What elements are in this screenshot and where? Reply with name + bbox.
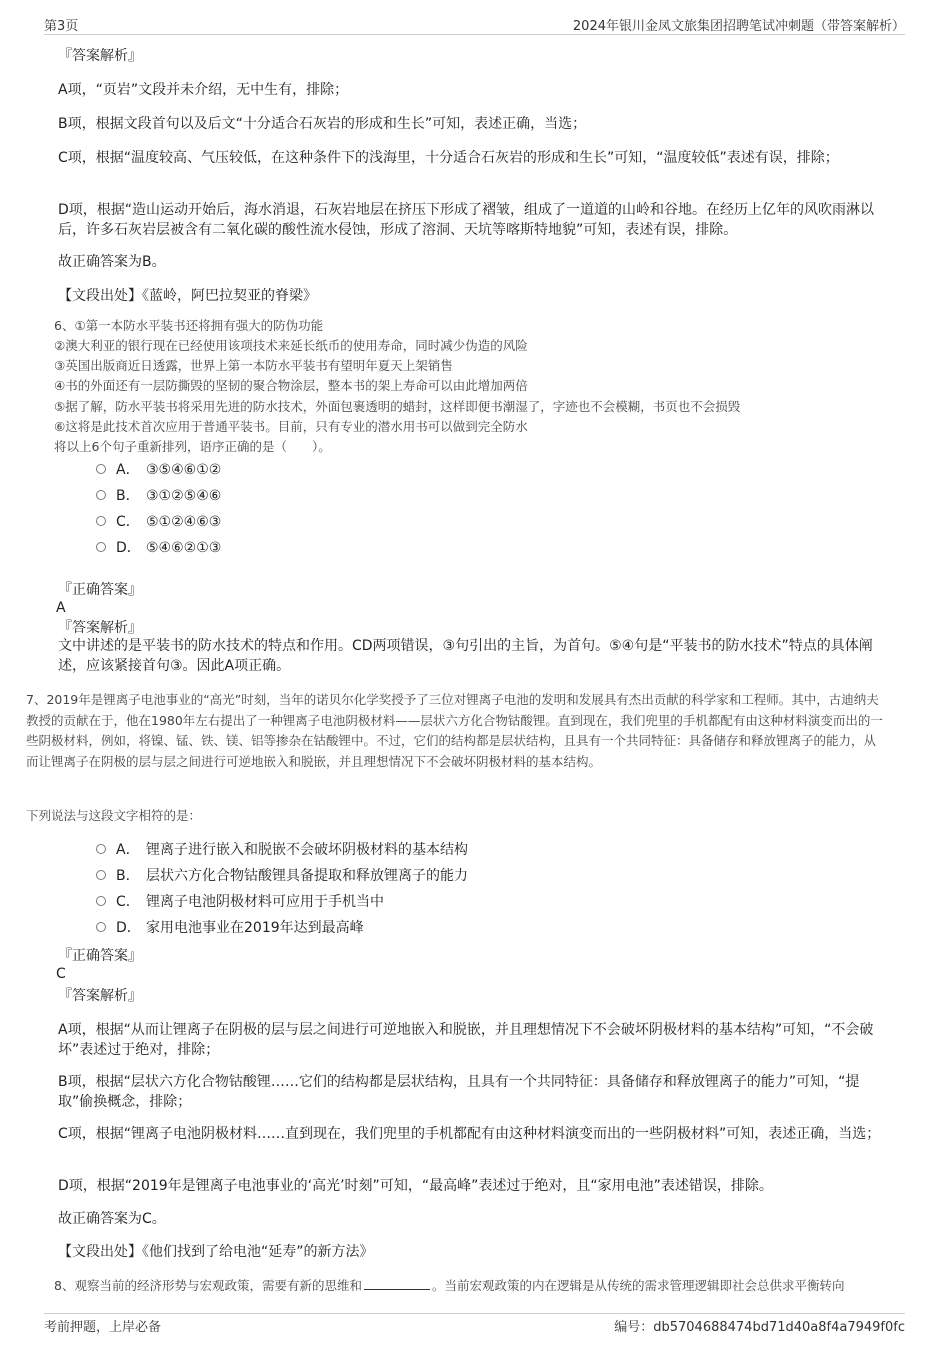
q6-line-4: ④书的外面还有一层防撕毁的坚韧的聚合物涂层，整本书的架上寿命可以由此增加两倍 — [54, 378, 528, 393]
q6-answer: A — [56, 600, 66, 616]
radio-icon[interactable] — [96, 870, 106, 880]
q7-option-c[interactable]: C． 锂离子电池阴极材料可应用于手机当中 — [96, 892, 384, 912]
radio-icon[interactable] — [96, 542, 106, 552]
q7-option-a[interactable]: A． 锂离子进行嵌入和脱嵌不会破坏阴极材料的基本结构 — [96, 840, 468, 860]
q5-source: 【文段出处】《蓝岭，阿巴拉契亚的脊梁》 — [58, 288, 317, 304]
radio-icon[interactable] — [96, 922, 106, 932]
q7-analysis-d: D项，根据“2019年是锂离子电池事业的‘高光’时刻”可知，“最高峰”表述过于绝对，且“家用电池”表述错误，排除。 — [58, 1178, 773, 1194]
q6-option-d[interactable]: D． ⑤④⑥②①③ — [96, 538, 221, 558]
radio-icon[interactable] — [96, 490, 106, 500]
q8-blank — [364, 1277, 430, 1290]
q5-conclusion: 故正确答案为B。 — [58, 254, 166, 270]
q5-analysis-c: C项，根据“温度较高、气压较低，在这种条件下的浅海里，十分适合石灰岩的形成和生长”可知，“温度较低”表述有误，排除； — [58, 150, 839, 166]
q6-line-2: ②澳大利亚的银行现在已经使用该项技术来延长纸币的使用寿命，同时减少伪造的风险 — [54, 338, 528, 353]
q7-analysis-c: C项，根据“锂离子电池阴极材料……直到现在，我们兜里的手机都配有由这种材料演变而出的一些阴极材料”可知，表述正确，当选； — [58, 1126, 881, 1142]
q5-analysis-label: 『答案解析』 — [58, 48, 142, 64]
q7-answer: C — [56, 966, 66, 982]
q6-line-6: ⑥这将是此技术首次应用于普通平装书。目前，只有专业的潜水用书可以做到完全防水 — [54, 419, 528, 434]
q6-option-b[interactable]: B． ③①②⑤④⑥ — [96, 486, 221, 506]
radio-icon[interactable] — [96, 896, 106, 906]
radio-icon[interactable] — [96, 516, 106, 526]
q6-analysis: 文中讲述的是平装书的防水技术的特点和作用。CD两项错误，③句引出的主旨，为首句。⑤④句是“平装书的防水技术”特点的具体阐述，应该紧接首句③。因此A项正确。 — [58, 638, 873, 674]
q6-answer-label: 『正确答案』 — [58, 582, 142, 598]
q5-analysis-b: B项，根据文段首句以及后文“十分适合石灰岩的形成和生长”可知，表述正确，当选； — [58, 116, 587, 132]
footer-code: 编号：db5704688474bd71d40a8f4a7949f0fc — [614, 1320, 905, 1335]
q7-stem: 7、2019年是锂离子电池事业的“高光”时刻，当年的诺贝尔化学奖授予了三位对锂离子电池的发明和发展具有杰出贡献的科学家和工程师。其中，古迪纳夫教授的贡献在于，他在1980年左右提出了一种锂离子电池阴极材料——层状六方化合物钴酸锂。直到现在，我们兜里的手机都配有由这种材料演变而出的一些阴极材料，例如，将镍、锰、铁、镁、铝等掺杂在钴酸锂中。不过，它们的结构都是层状结构，且具有一个共同特征：具备储存和释放锂离子的能力，从而让锂离子在阴极的层与层之间进行可逆地嵌入和脱嵌，并且理想情况下不会破坏阴极材料的基本结构。 — [26, 692, 883, 769]
q5-analysis-a: A项，“页岩”文段并未介绍，无中生有，排除； — [58, 82, 349, 98]
q7-analysis-label: 『答案解析』 — [58, 988, 142, 1004]
q6-line-3: ③英国出版商近日透露，世界上第一本防水平装书有望明年夏天上架销售 — [54, 358, 453, 373]
q7-answer-label: 『正确答案』 — [58, 948, 142, 964]
page-number: 第3页 — [44, 19, 79, 34]
q6-line-1: 6、①第一本防水平装书还将拥有强大的防伪功能 — [54, 318, 324, 333]
q7-conclusion: 故正确答案为C。 — [58, 1211, 166, 1227]
q6-option-c[interactable]: C． ⑤①②④⑥③ — [96, 512, 221, 532]
q7-analysis-a: A项，根据“从而让锂离子在阴极的层与层之间进行可逆地嵌入和脱嵌，并且理想情况下不会破坏阴极材料的基本结构”可知，“不会破坏”表述过于绝对，排除； — [58, 1022, 874, 1058]
page-header — [44, 0, 905, 35]
q6-prompt: 将以上6个句子重新排列，语序正确的是（ ）。 — [54, 439, 331, 454]
q6-analysis-label: 『答案解析』 — [58, 620, 142, 636]
q7-source: 【文段出处】《他们找到了给电池“延寿”的新方法》 — [58, 1244, 374, 1260]
q8-stem: 8、观察当前的经济形势与宏观政策，需要有新的思维和 。当前宏观政策的内在逻辑是从传统的需求管理逻辑即社会总供求平衡转向 — [54, 1278, 845, 1293]
q5-analysis-d: D项，根据“造山运动开始后，海水消退，石灰岩地层在挤压下形成了褶皱，组成了一道道的山岭和谷地。在经历上亿年的风吹雨淋以后，许多石灰岩层被含有二氧化碳的酸性流水侵蚀，形成了溶洞、天坑等喀斯特地貌”可知，表述有误，排除。 — [58, 202, 875, 238]
q7-option-d[interactable]: D． 家用电池事业在2019年达到最高峰 — [96, 918, 364, 938]
page-footer — [44, 1313, 905, 1335]
q6-option-a[interactable]: A． ③⑤④⑥①② — [96, 460, 221, 480]
q7-option-b[interactable]: B． 层状六方化合物钴酸锂具备提取和释放锂离子的能力 — [96, 866, 468, 886]
q7-question: 下列说法与这段文字相符的是： — [26, 808, 202, 823]
radio-icon[interactable] — [96, 844, 106, 854]
q6-line-5: ⑤据了解，防水平装书将采用先进的防水技术，外面包裹透明的蜡封，这样即便书潮湿了，字迹也不会模糊，书页也不会损毁 — [54, 399, 741, 414]
radio-icon[interactable] — [96, 464, 106, 474]
q7-analysis-b: B项，根据“层状六方化合物钴酸锂……它们的结构都是层状结构，且具有一个共同特征：具备储存和释放锂离子的能力”可知，“提取”偷换概念，排除； — [58, 1074, 860, 1110]
document-title: 2024年银川金凤文旅集团招聘笔试冲刺题（带答案解析） — [572, 19, 905, 34]
footer-slogan: 考前押题，上岸必备 — [44, 1320, 162, 1335]
